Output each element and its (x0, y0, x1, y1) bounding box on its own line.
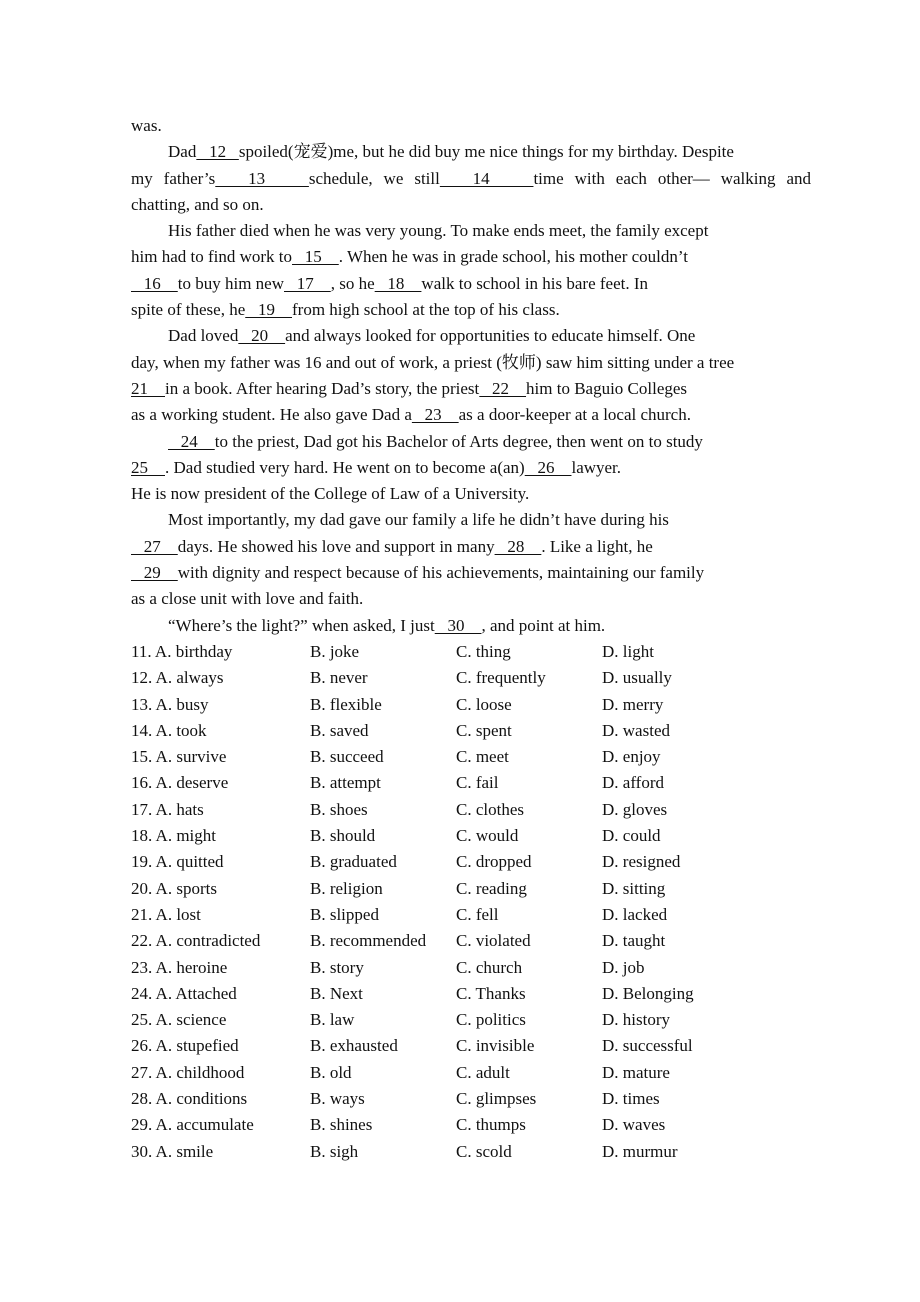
passage-text: days. He showed his love and support in many (177, 536, 495, 556)
blank-20: 20 (238, 326, 286, 346)
option-b: B. law (310, 1010, 355, 1030)
passage-text: as a working student. He also gave Dad a (131, 405, 412, 425)
passage-line (131, 271, 811, 297)
passage-text: time with each other— walking and (533, 168, 811, 188)
passage-text: spite of these, he (131, 300, 246, 320)
option-c: C. church (456, 957, 523, 977)
passage-line (131, 244, 811, 270)
blank-28: 28 (494, 536, 542, 556)
option-d: D. wasted (602, 720, 670, 740)
passage-line (131, 350, 811, 376)
passage-text: His father died when he was very young. To make ends meet, the family except (168, 221, 709, 241)
option-a: 15. A. survive (131, 747, 227, 767)
option-a: 24. A. Attached (131, 983, 237, 1003)
blank-26: 26 (524, 457, 572, 477)
option-a: 26. A. stupefied (131, 1036, 239, 1056)
option-d: D. successful (602, 1036, 693, 1056)
option-c: C. would (456, 826, 519, 846)
cloze-passage (131, 113, 811, 639)
option-c: C. glimpses (456, 1088, 537, 1108)
option-a: 23. A. heroine (131, 957, 228, 977)
blank-22: 22 (479, 378, 527, 398)
question-row (131, 718, 811, 744)
passage-text: . Like a light, he (541, 536, 653, 556)
option-b: B. succeed (310, 747, 384, 767)
question-row (131, 1060, 811, 1086)
option-d: D. light (602, 641, 654, 661)
question-row (131, 692, 811, 718)
option-b: B. sigh (310, 1141, 359, 1161)
option-d: D. sitting (602, 878, 666, 898)
question-row (131, 928, 811, 954)
passage-line (131, 323, 811, 349)
passage-text: , and point at him. (481, 615, 606, 635)
option-a: 16. A. deserve (131, 773, 229, 793)
option-a: 25. A. science (131, 1010, 227, 1030)
passage-text: . Dad studied very hard. He went on to become a(an) (165, 457, 525, 477)
option-a: 14. A. took (131, 720, 207, 740)
option-a: 18. A. might (131, 826, 217, 846)
passage-line (131, 297, 811, 323)
blank-12: 12 (196, 142, 239, 162)
option-a: 30. A. smile (131, 1141, 214, 1161)
question-row (131, 1139, 811, 1165)
blank-21: 21 (131, 378, 165, 398)
passage-text: to buy him new (177, 273, 284, 293)
passage-text: was. (131, 116, 162, 135)
passage-line (131, 613, 811, 639)
option-c: C. dropped (456, 852, 532, 872)
question-row (131, 665, 811, 691)
option-c: C. frequently (456, 668, 546, 688)
answer-options (131, 639, 811, 1165)
question-row (131, 1112, 811, 1138)
option-d: D. lacked (602, 904, 668, 924)
option-d: D. merry (602, 694, 664, 714)
option-d: D. times (602, 1088, 660, 1108)
option-b: B. should (310, 826, 376, 846)
option-b: B. ways (310, 1088, 365, 1108)
passage-line (131, 560, 811, 586)
option-a: 22. A. contradicted (131, 931, 261, 951)
option-a: 21. A. lost (131, 904, 201, 924)
passage-text: Dad (168, 142, 197, 162)
blank-29: 29 (131, 563, 178, 583)
option-d: D. Belonging (602, 983, 694, 1003)
passage-text: him had to find work to (131, 247, 293, 267)
question-row (131, 1033, 811, 1059)
passage-text: . When he was in grade school, his mother couldn’t (338, 247, 688, 267)
passage-line (131, 139, 811, 165)
option-d: D. enjoy (602, 747, 661, 767)
question-row (131, 770, 811, 796)
option-c: C. thumps (456, 1115, 526, 1135)
passage-line (131, 586, 811, 612)
question-row (131, 1086, 811, 1112)
question-row (131, 797, 811, 823)
option-a: 17. A. hats (131, 799, 204, 819)
option-c: C. fail (456, 773, 499, 793)
option-b: B. shines (310, 1115, 373, 1135)
question-row (131, 955, 811, 981)
option-a: 13. A. busy (131, 694, 209, 714)
option-b: B. exhausted (310, 1036, 398, 1056)
passage-line (131, 455, 811, 481)
passage-line (131, 113, 811, 139)
option-c: C. loose (456, 694, 512, 714)
passage-text: Most importantly, my dad gave our family a life he didn’t have during his (168, 510, 669, 530)
option-d: D. history (602, 1010, 670, 1030)
passage-line (131, 218, 811, 244)
passage-text: chatting, and so on. (131, 194, 264, 214)
option-b: B. old (310, 1062, 352, 1082)
option-d: D. could (602, 826, 661, 846)
option-b: B. slipped (310, 904, 379, 924)
option-a: 28. A. conditions (131, 1088, 248, 1108)
option-d: D. resigned (602, 852, 681, 872)
passage-text: from high school at the top of his class. (292, 300, 560, 320)
option-c: C. invisible (456, 1036, 535, 1056)
passage-line (131, 429, 811, 455)
option-b: B. graduated (310, 852, 397, 872)
passage-text: day, when my father was 16 and out of work, a priest (牧师) saw him sitting under a tree (131, 352, 735, 372)
passage-line (131, 402, 811, 428)
passage-line (131, 507, 811, 533)
option-c: C. politics (456, 1010, 526, 1030)
passage-line (131, 534, 811, 560)
passage-text: , so he (330, 273, 375, 293)
passage-text: as a door-keeper at a local church. (458, 405, 691, 425)
option-b: B. never (310, 668, 368, 688)
option-b: B. saved (310, 720, 369, 740)
question-row (131, 639, 811, 665)
passage-text: He is now president of the College of Law of a University. (131, 484, 530, 504)
blank-30: 30 (434, 615, 482, 635)
passage-text: with dignity and respect because of his achievements, maintaining our family (177, 563, 705, 583)
blank-16: 16 (131, 273, 178, 293)
blank-27: 27 (131, 536, 178, 556)
blank-14: 14 (439, 168, 534, 188)
passage-text: my father’s (131, 168, 216, 188)
blank-24: 24 (168, 431, 215, 451)
option-c: C. fell (456, 904, 499, 924)
document-page (131, 113, 811, 1165)
option-d: D. job (602, 957, 645, 977)
option-d: D. mature (602, 1062, 670, 1082)
blank-13: 13 (215, 168, 309, 188)
blank-15: 15 (292, 247, 339, 267)
option-a: 11. A. birthday (131, 641, 233, 661)
option-a: 29. A. accumulate (131, 1115, 254, 1135)
option-a: 12. A. always (131, 668, 224, 688)
option-b: B. story (310, 957, 364, 977)
option-b: B. attempt (310, 773, 381, 793)
passage-text: to the priest, Dad got his Bachelor of Arts degree, then went on to study (214, 431, 703, 451)
option-d: D. waves (602, 1115, 666, 1135)
option-c: C. thing (456, 641, 511, 661)
passage-text: in a book. After hearing Dad’s story, the priest (165, 378, 480, 398)
blank-23: 23 (411, 405, 459, 425)
option-b: B. flexible (310, 694, 382, 714)
option-d: D. murmur (602, 1141, 678, 1161)
passage-line (131, 166, 811, 192)
option-b: B. religion (310, 878, 383, 898)
passage-line (131, 192, 811, 218)
passage-text: Dad loved (168, 326, 239, 346)
passage-text: walk to school in his bare feet. In (421, 273, 649, 293)
option-d: D. gloves (602, 799, 668, 819)
blank-18: 18 (374, 273, 422, 293)
option-d: D. usually (602, 668, 672, 688)
passage-text: spoiled(宠爱)me, but he did buy me nice things for my birthday. Despite (238, 142, 734, 162)
passage-text: lawyer. (571, 457, 622, 477)
question-row (131, 823, 811, 849)
question-row (131, 876, 811, 902)
passage-text: schedule, we still (308, 168, 440, 188)
option-b: B. recommended (310, 931, 427, 951)
option-d: D. afford (602, 773, 664, 793)
passage-line (131, 376, 811, 402)
passage-text: him to Baguio Colleges (526, 378, 688, 398)
blank-17: 17 (284, 273, 331, 293)
question-row (131, 744, 811, 770)
option-c: C. reading (456, 878, 527, 898)
option-c: C. adult (456, 1062, 510, 1082)
option-c: C. meet (456, 747, 509, 767)
question-row (131, 849, 811, 875)
question-row (131, 902, 811, 928)
question-row (131, 1007, 811, 1033)
option-c: C. scold (456, 1141, 512, 1161)
passage-text: and always looked for opportunities to educate himself. One (285, 326, 696, 346)
passage-line (131, 481, 811, 507)
passage-text: as a close unit with love and faith. (131, 589, 364, 609)
option-b: B. Next (310, 983, 363, 1003)
option-b: B. joke (310, 641, 360, 661)
option-a: 19. A. quitted (131, 852, 224, 872)
option-c: C. Thanks (456, 983, 526, 1003)
blank-25: 25 (131, 457, 165, 477)
option-c: C. clothes (456, 799, 524, 819)
option-d: D. taught (602, 931, 666, 951)
option-c: C. violated (456, 931, 531, 951)
option-c: C. spent (456, 720, 512, 740)
option-a: 27. A. childhood (131, 1062, 245, 1082)
blank-19: 19 (245, 300, 292, 320)
passage-text: “Where’s the light?” when asked, I just (168, 615, 435, 635)
option-a: 20. A. sports (131, 878, 217, 898)
option-b: B. shoes (310, 799, 368, 819)
question-row (131, 981, 811, 1007)
